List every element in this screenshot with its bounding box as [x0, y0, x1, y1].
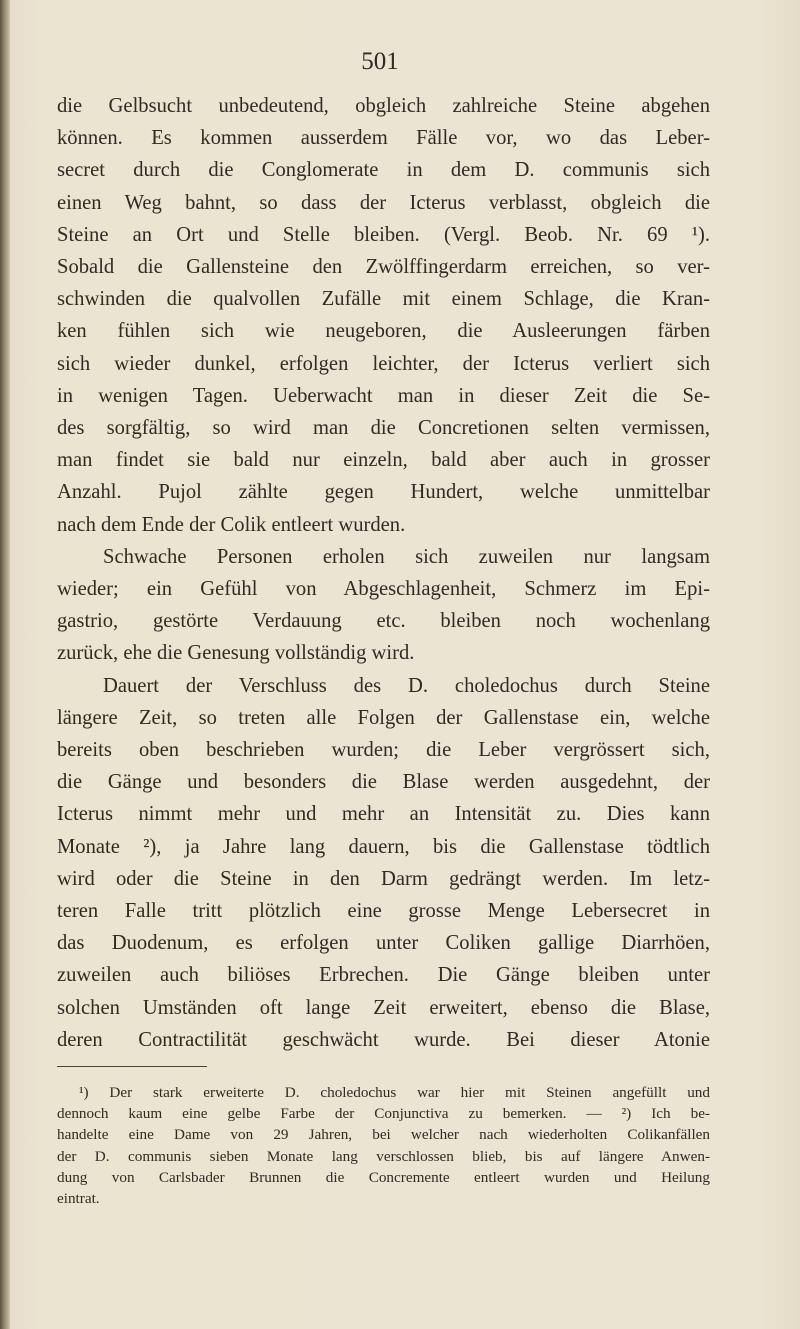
text-line: Anzahl. Pujol zählte gegen Hundert, welche unmittelbar [57, 481, 710, 504]
footnote-line: dung von Carlsbader Brunnen die Concremente entleert wurden und Heilung [57, 1168, 710, 1186]
text-line: teren Falle tritt plötzlich eine grosse Menge Lebersecret in [57, 900, 710, 923]
text-line: des sorgfältig, so wird man die Concretionen selten vermissen, [57, 417, 710, 440]
footnote-line: der D. communis sieben Monate lang verschlossen blieb, bis auf längere Anwen- [57, 1147, 710, 1165]
text-line: Dauert der Verschluss des D. choledochus durch Steine [103, 674, 710, 697]
text-line: bereits oben beschrieben wurden; die Leber vergrössert sich, [57, 739, 710, 762]
text-line: längere Zeit, so treten alle Folgen der Gallenstase ein, welche [57, 706, 710, 729]
text-line: können. Es kommen ausserdem Fälle vor, wo das Leber- [57, 127, 710, 150]
text-line: wieder; ein Gefühl von Abgeschlagenheit, Schmerz im Epi- [57, 578, 710, 601]
text-line: deren Contractilität geschwächt wurde. Bei dieser Atonie [57, 1028, 710, 1051]
text-line: nach dem Ende der Colik entleert wurden. [57, 513, 406, 536]
footnote-line: eintrat. [57, 1190, 100, 1208]
footnote-line: dennoch kaum eine gelbe Farbe der Conjunctiva zu bemerken. — ²) Ich be- [57, 1105, 710, 1123]
text-line: zuweilen auch biliöses Erbrechen. Die Gänge bleiben unter [57, 964, 710, 987]
footnote-divider [57, 1066, 207, 1067]
text-line: Sobald die Gallensteine den Zwölffingerdarm erreichen, so ver- [57, 256, 710, 279]
text-line: das Duodenum, es erfolgen unter Coliken gallige Diarrhöen, [57, 932, 710, 955]
text-line: gastrio, gestörte Verdauung etc. bleiben noch wochenlang [57, 610, 710, 633]
text-line: man findet sie bald nur einzeln, bald aber auch in grosser [57, 449, 710, 472]
text-line: einen Weg bahnt, so dass der Icterus verblasst, obgleich die [57, 191, 710, 214]
page-number: 501 [361, 48, 399, 75]
text-line: in wenigen Tagen. Ueberwacht man in dieser Zeit die Se- [57, 384, 710, 407]
text-line: wird oder die Steine in den Darm gedrängt werden. Im letz- [57, 867, 710, 890]
text-line: die Gelbsucht unbedeutend, obgleich zahlreiche Steine abgehen [57, 95, 710, 117]
binding-edge [0, 0, 10, 1329]
text-line: secret durch die Conglomerate in dem D. communis sich [57, 159, 710, 182]
footnote-line: ¹) Der stark erweiterte D. choledochus war hier mit Steinen angefüllt und [79, 1084, 710, 1101]
text-line: die Gänge und besonders die Blase werden ausgedehnt, der [57, 771, 710, 794]
footnote-line: handelte eine Dame von 29 Jahren, bei welcher nach wiederholten Colikanfällen [57, 1126, 710, 1144]
text-line: zurück, ehe die Genesung vollständig wird. [57, 642, 415, 665]
footnotes [57, 1082, 710, 1209]
text-line: sich wieder dunkel, erfolgen leichter, der Icterus verliert sich [57, 352, 710, 375]
text-line: Steine an Ort und Stelle bleiben. (Vergl. Beob. Nr. 69 ¹). [57, 223, 710, 246]
text-line: schwinden die qualvollen Zufälle mit einem Schlage, die Kran- [57, 288, 710, 311]
text-line: solchen Umständen oft lange Zeit erweitert, ebenso die Blase, [57, 996, 710, 1019]
text-line: Icterus nimmt mehr und mehr an Intensität zu. Dies kann [57, 803, 710, 826]
text-line: Monate ²), ja Jahre lang dauern, bis die Gallenstase tödtlich [57, 835, 710, 858]
text-line: ken fühlen sich wie neugeboren, die Ausleerungen färben [57, 320, 710, 343]
main-text [57, 90, 710, 1056]
text-line: Schwache Personen erholen sich zuweilen nur langsam [103, 545, 710, 568]
